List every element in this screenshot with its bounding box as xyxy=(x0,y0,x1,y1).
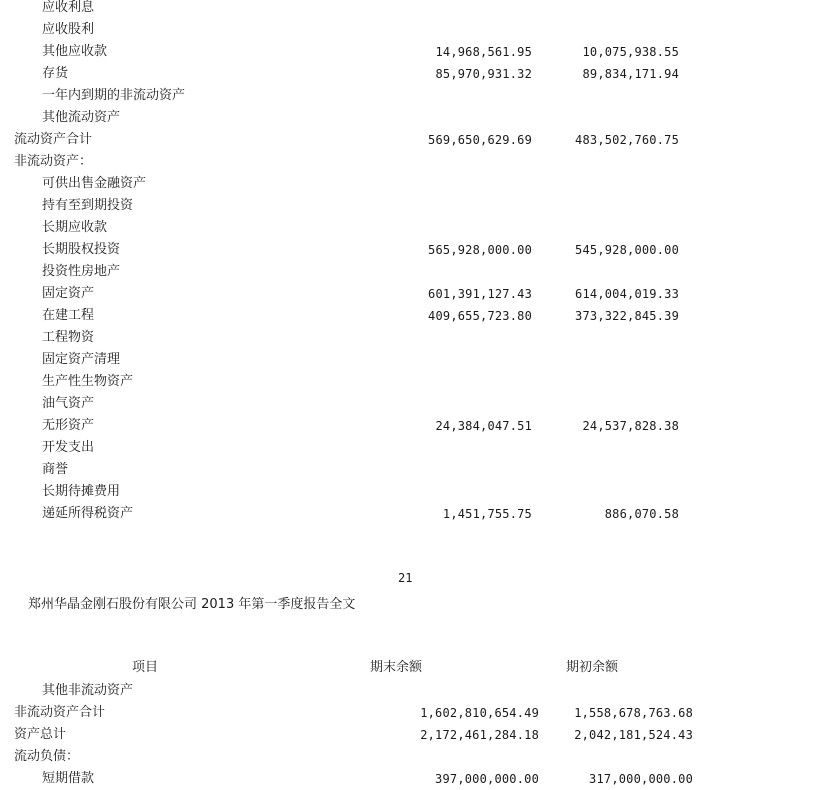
row-label: 应收股利 xyxy=(42,22,95,37)
period-end-value: 1,451,755.75 xyxy=(442,507,532,521)
period-end-value: 24,384,047.51 xyxy=(435,419,532,433)
table-row xyxy=(0,107,817,129)
table-row xyxy=(0,129,817,151)
table-row xyxy=(0,195,817,217)
period-begin-value: 545,928,000.00 xyxy=(575,243,679,257)
period-begin-value: 10,075,938.55 xyxy=(582,45,679,59)
table-row xyxy=(0,503,817,525)
row-label: 固定资产清理 xyxy=(42,352,121,367)
row-label: 固定资产 xyxy=(42,286,95,301)
row-label: 长期应收款 xyxy=(42,220,108,235)
period-end-value: 1,602,810,654.49 xyxy=(420,706,539,720)
table-row xyxy=(0,19,817,41)
table-row xyxy=(0,349,817,371)
row-label: 长期股权投资 xyxy=(42,242,121,257)
report-running-header: 郑州华晶金刚石股份有限公司 2013 年第一季度报告全文 xyxy=(28,597,356,612)
period-begin-value: 2,042,181,524.43 xyxy=(574,728,693,742)
row-label: 非流动资产： xyxy=(14,154,93,169)
table-row xyxy=(0,261,817,283)
row-label: 存货 xyxy=(42,66,69,81)
row-label: 在建工程 xyxy=(42,308,95,323)
row-label: 开发支出 xyxy=(42,440,95,455)
table-row xyxy=(0,283,817,305)
table-row xyxy=(0,680,817,702)
table-row xyxy=(0,415,817,437)
table-row xyxy=(0,239,817,261)
table-row xyxy=(0,85,817,107)
table-row xyxy=(0,481,817,503)
table-row xyxy=(0,746,817,768)
table-row xyxy=(0,63,817,85)
row-label: 无形资产 xyxy=(42,418,95,433)
row-label: 应收利息 xyxy=(42,0,95,15)
table-row xyxy=(0,371,817,393)
row-label: 工程物资 xyxy=(42,330,95,345)
table-row xyxy=(0,702,817,724)
table-row xyxy=(0,41,817,63)
period-end-value: 565,928,000.00 xyxy=(428,243,532,257)
row-label: 其他流动资产 xyxy=(42,110,121,125)
column-header-period-end: 期末余额 xyxy=(370,660,423,675)
row-label: 一年内到期的非流动资产 xyxy=(42,88,186,103)
row-label: 非流动资产合计 xyxy=(14,705,106,720)
period-begin-value: 373,322,845.39 xyxy=(575,309,679,323)
row-label: 生产性生物资产 xyxy=(42,374,134,389)
row-label: 资产总计 xyxy=(14,727,67,742)
row-label: 递延所得税资产 xyxy=(42,506,134,521)
period-end-value: 85,970,931.32 xyxy=(435,67,532,81)
period-begin-value: 1,558,678,763.68 xyxy=(574,706,693,720)
period-begin-value: 89,834,171.94 xyxy=(582,67,679,81)
period-end-value: 14,968,561.95 xyxy=(435,45,532,59)
column-header-period-begin: 期初余额 xyxy=(566,660,619,675)
period-begin-value: 483,502,760.75 xyxy=(575,133,679,147)
table-row xyxy=(0,437,817,459)
period-begin-value: 614,004,019.33 xyxy=(575,287,679,301)
row-label: 其他应收款 xyxy=(42,44,108,59)
period-begin-value: 24,537,828.38 xyxy=(582,419,679,433)
table-row xyxy=(0,393,817,415)
row-label: 投资性房地产 xyxy=(42,264,121,279)
row-label: 其他非流动资产 xyxy=(42,683,134,698)
period-begin-value: 317,000,000.00 xyxy=(589,772,693,786)
table-row xyxy=(0,151,817,173)
row-label: 流动资产合计 xyxy=(14,132,93,147)
row-label: 持有至到期投资 xyxy=(42,198,134,213)
table-row xyxy=(0,724,817,746)
table-row xyxy=(0,459,817,481)
row-label: 油气资产 xyxy=(42,396,95,411)
row-label: 短期借款 xyxy=(42,771,95,786)
table-row xyxy=(0,305,817,327)
period-end-value: 601,391,127.43 xyxy=(428,287,532,301)
period-end-value: 569,650,629.69 xyxy=(428,133,532,147)
column-header-item: 项目 xyxy=(132,660,159,675)
period-end-value: 397,000,000.00 xyxy=(435,772,539,786)
table-row xyxy=(0,768,817,790)
row-label: 长期待摊费用 xyxy=(42,484,121,499)
period-begin-value: 886,070.58 xyxy=(604,507,679,521)
table-row xyxy=(0,0,817,19)
table-row xyxy=(0,217,817,239)
row-label: 流动负债： xyxy=(14,749,80,764)
table-row xyxy=(0,327,817,349)
period-end-value: 409,655,723.80 xyxy=(428,309,532,323)
row-label: 可供出售金融资产 xyxy=(42,176,147,191)
period-end-value: 2,172,461,284.18 xyxy=(420,728,539,742)
page-number: 21 xyxy=(398,571,413,585)
table-row xyxy=(0,173,817,195)
row-label: 商誉 xyxy=(42,462,69,477)
